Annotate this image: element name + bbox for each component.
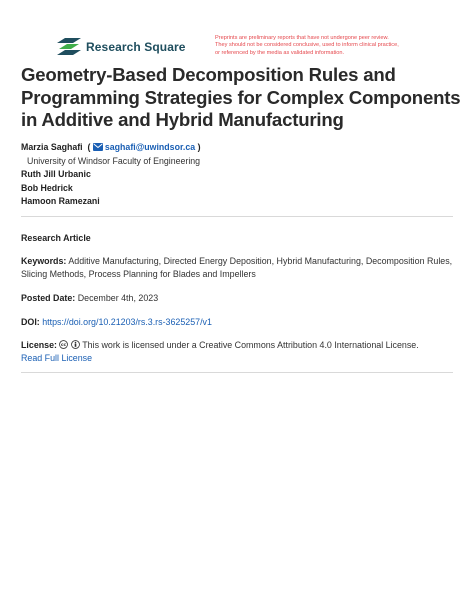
doi-label: DOI: <box>21 317 40 327</box>
license-text: This work is licensed under a Creative Commons Attribution 4.0 International License. <box>82 340 419 350</box>
disclaimer-line: or referenced by the media as validated information. <box>215 49 345 56</box>
author-email: saghafi@uwindsor.ca <box>104 142 196 152</box>
disclaimer-line: Preprints are preliminary reports that have not undergone peer review. <box>215 35 389 41</box>
author-email-link[interactable] <box>93 142 198 152</box>
keywords-label: Keywords: <box>21 256 67 266</box>
doi-section <box>21 316 453 329</box>
article-type: Research Article <box>21 233 91 243</box>
research-square-logo[interactable] <box>57 38 186 56</box>
author-name: Bob Hedrick <box>21 182 73 193</box>
cc-icon <box>59 340 68 349</box>
research-square-logo-icon <box>57 38 81 56</box>
author-name: Marzia Saghafi <box>21 142 83 152</box>
posted-date-value: December 4th, 2023 <box>77 293 159 303</box>
author-name: Hamoon Ramezani <box>21 196 100 206</box>
keywords-section <box>21 255 453 282</box>
posted-date-section <box>21 292 453 305</box>
paren-close: ) <box>197 142 201 152</box>
envelope-icon <box>93 143 103 151</box>
divider <box>21 216 453 217</box>
article-type-section <box>21 232 453 245</box>
preprint-disclaimer <box>215 35 465 57</box>
paper-title: Geometry-Based Decomposition Rules and Programming Strategies for Complex Components in Additive and Hybrid Manufacturing <box>21 64 461 130</box>
doi-link[interactable]: https://doi.org/10.21203/rs.3.rs-3625257/v1 <box>42 317 212 327</box>
keywords-value: Additive Manufacturing, Directed Energy Deposition, Hybrid Manufacturing, Decomposition Rules, Slicing Methods, Process Planning for Blades and Impellers <box>21 256 453 280</box>
read-full-license-link[interactable]: Read Full License <box>21 353 93 364</box>
disclaimer-line: They should not be considered conclusive, used to inform clinical practice, <box>215 42 399 49</box>
author-list <box>21 141 451 209</box>
logo-text: Research Square <box>86 40 186 54</box>
author-affiliation: University of Windsor Faculty of Engineering <box>27 155 201 166</box>
license-label: License: <box>21 340 58 350</box>
paren-open: ( <box>85 142 91 152</box>
author-entry <box>21 141 451 155</box>
author-name: Ruth Jill Urbanic <box>21 169 91 179</box>
license-section <box>21 339 453 366</box>
page-header <box>0 0 474 62</box>
svg-text:cc: cc <box>61 343 67 349</box>
divider <box>21 372 453 373</box>
posted-date-label: Posted Date: <box>21 293 76 303</box>
by-icon <box>71 340 80 349</box>
